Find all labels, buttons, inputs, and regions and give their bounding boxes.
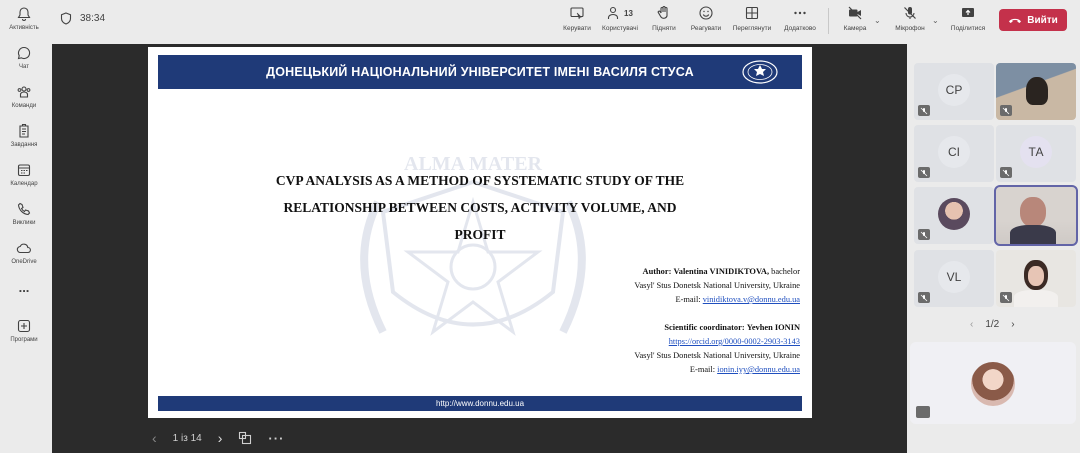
camera-options-chevron-icon[interactable]: ⌄: [874, 16, 881, 25]
mic-off-icon: [902, 5, 918, 21]
participant-tile[interactable]: [996, 125, 1076, 182]
author-university: Vasyl' Stus Donetsk National University, Ukraine: [634, 281, 800, 290]
rail-label: Виклики: [12, 220, 36, 226]
cloud-icon: [16, 240, 32, 256]
bell-icon: [16, 6, 32, 22]
author-email-label: E-mail:: [675, 295, 701, 304]
prev-slide-chevron-icon[interactable]: ‹: [152, 430, 157, 446]
share-label: Поділитися: [950, 25, 986, 32]
mic-muted-icon: [916, 406, 930, 418]
participant-tile[interactable]: [914, 250, 994, 307]
rail-item-calendar[interactable]: [0, 162, 48, 198]
coordinator-orcid-link[interactable]: https://orcid.org/0000-0002-2903-3143: [668, 337, 800, 346]
slide-thumbnails-icon[interactable]: [238, 431, 252, 445]
gallery-prev-chevron-icon[interactable]: ‹: [970, 319, 974, 330]
people-icon: [607, 5, 623, 21]
slide-page-indicator: 1 із 14: [172, 432, 202, 444]
meeting-toolbar: [48, 0, 1080, 44]
participant-initials: VL: [938, 261, 970, 293]
raise-hand-icon: [656, 5, 672, 21]
mic-muted-icon: [1000, 105, 1012, 116]
coordinator-name: Yevhen IONIN: [746, 323, 800, 332]
leave-button[interactable]: [999, 9, 1067, 31]
coordinator-email-line: [634, 363, 800, 377]
app-rail: [0, 0, 48, 453]
react-label: Реагувати: [690, 25, 722, 32]
share-control-icon: [569, 5, 585, 21]
participant-silhouette: [1026, 77, 1048, 105]
coordinator-university: Vasyl' Stus Donetsk National University, Ukraine: [634, 351, 800, 360]
rail-item-apps[interactable]: [0, 318, 48, 354]
participant-initials: CP: [938, 74, 970, 106]
people-label: Користувачі: [602, 25, 638, 32]
share-screen-icon: [960, 5, 976, 21]
title-line: PROFIT: [454, 227, 506, 242]
rail-label: Команди: [11, 103, 37, 109]
assignments-icon: [16, 123, 32, 139]
leave-label: Вийти: [1027, 14, 1058, 26]
author-email-line: [634, 293, 800, 307]
speaker-shoulders: [1010, 225, 1056, 244]
phone-icon: [16, 201, 32, 217]
slide-more-icon[interactable]: ···: [268, 430, 285, 446]
slide-navigation: [152, 428, 284, 448]
speaker-silhouette: [1020, 197, 1046, 227]
participant-avatar: [938, 198, 970, 230]
calendar-icon: [16, 162, 32, 178]
footer-url: http://www.donnu.edu.ua: [435, 399, 525, 408]
self-view-tile[interactable]: [910, 342, 1076, 424]
mic-label: Мікрофон: [895, 25, 925, 32]
plus-icon: [16, 318, 32, 334]
mic-muted-icon: [918, 229, 930, 240]
rail-item-assignments[interactable]: [0, 123, 48, 159]
slide-footer: [158, 396, 802, 411]
title-line: CVP ANALYSIS AS A METHOD OF SYSTEMATIC STUDY OF THE: [275, 173, 685, 188]
author-label: Author:: [642, 267, 672, 276]
timer-text: 38:34: [80, 13, 106, 24]
rail-item-calls[interactable]: [0, 201, 48, 237]
participant-shoulders: [1014, 290, 1058, 307]
mic-muted-icon: [918, 167, 930, 178]
mic-options-chevron-icon[interactable]: ⌄: [932, 16, 939, 25]
rail-label: Завдання: [10, 142, 38, 148]
participant-tile[interactable]: [914, 125, 994, 182]
participant-tile[interactable]: [914, 187, 994, 244]
teams-icon: [16, 84, 32, 100]
more-horizontal-icon: [792, 5, 808, 21]
coordinator-block: [634, 321, 800, 377]
watermark-text: ALMA MATER: [404, 153, 542, 175]
title-line: RELATIONSHIP BETWEEN COSTS, ACTIVITY VOLUME, AND: [283, 200, 677, 215]
participant-video-tile[interactable]: [996, 250, 1076, 307]
slide-banner: [158, 55, 802, 89]
mic-muted-icon: [918, 292, 930, 303]
rail-item-onedrive[interactable]: [0, 240, 48, 276]
author-role: bachelor: [771, 267, 800, 276]
next-slide-chevron-icon[interactable]: ›: [217, 430, 223, 446]
participants-gallery: [910, 60, 1080, 453]
participant-initials: CI: [938, 136, 970, 168]
more-label: Додатково: [784, 25, 816, 32]
camera-off-icon: [847, 5, 863, 21]
rail-item-activity[interactable]: [0, 6, 48, 42]
view-label: Переглянути: [732, 25, 772, 32]
rail-label: Чат: [19, 64, 29, 70]
rail-item-teams[interactable]: [0, 84, 48, 120]
view-button[interactable]: [726, 5, 778, 39]
self-avatar: [971, 362, 1015, 406]
share-button[interactable]: [942, 5, 994, 39]
participant-video-tile[interactable]: [996, 63, 1076, 120]
mic-muted-icon: [918, 105, 930, 116]
shared-content-stage: [52, 44, 907, 453]
hangup-icon: [1008, 16, 1022, 24]
rail-label: OneDrive: [11, 259, 37, 265]
mic-muted-icon: [1000, 167, 1012, 178]
rail-item-more[interactable]: [0, 280, 48, 319]
participant-tile[interactable]: [914, 63, 994, 120]
camera-label: Камера: [843, 25, 867, 32]
coordinator-label: Scientific coordinator:: [664, 323, 745, 332]
rail-item-chat[interactable]: [0, 45, 48, 81]
control-label: Керувати: [563, 25, 591, 32]
shield-icon: [60, 12, 72, 25]
react-button[interactable]: [680, 5, 732, 39]
author-line: [634, 265, 800, 279]
presentation-slide: [148, 47, 812, 418]
banner-text: ДОНЕЦЬКИЙ НАЦІОНАЛЬНИЙ УНІВЕРСИТЕТ ІМЕНІ ВАСИЛЯ СТУСА: [266, 65, 694, 79]
participant-face: [1028, 266, 1044, 286]
active-speaker-tile[interactable]: [996, 187, 1076, 244]
mic-button[interactable]: [884, 5, 936, 39]
university-emblem-icon: [740, 59, 780, 85]
coordinator-line: [634, 321, 800, 335]
coordinator-email-label: E-mail:: [689, 365, 716, 374]
participant-initials: ТА: [1020, 136, 1052, 168]
gallery-pager: [970, 319, 1015, 330]
chat-icon: [16, 45, 32, 61]
rail-label: Програми: [10, 337, 38, 343]
grid-view-icon: [744, 5, 760, 21]
smiley-icon: [698, 5, 714, 21]
gallery-page-indicator: 1/2: [985, 319, 1000, 330]
gallery-next-chevron-icon[interactable]: ›: [1011, 319, 1015, 330]
more-actions-button[interactable]: [774, 5, 826, 39]
raise-label: Підняти: [652, 25, 676, 32]
author-name: Valentina VINIDIKTOVA,: [673, 267, 770, 276]
coordinator-email-link[interactable]: ionin.iyy@donnu.edu.ua: [717, 365, 800, 374]
participants-count: 13: [624, 8, 633, 18]
meeting-timer: [60, 12, 105, 25]
author-email-link[interactable]: vinidiktova.v@donnu.edu.ua: [702, 295, 800, 304]
rail-label: Календар: [10, 181, 38, 187]
people-icon-group: [607, 5, 633, 21]
author-block: [634, 265, 800, 307]
more-icon: ...: [18, 280, 30, 295]
mic-muted-icon: [1000, 292, 1012, 303]
slide-title: [188, 167, 772, 248]
rail-label: Активність: [9, 25, 39, 31]
